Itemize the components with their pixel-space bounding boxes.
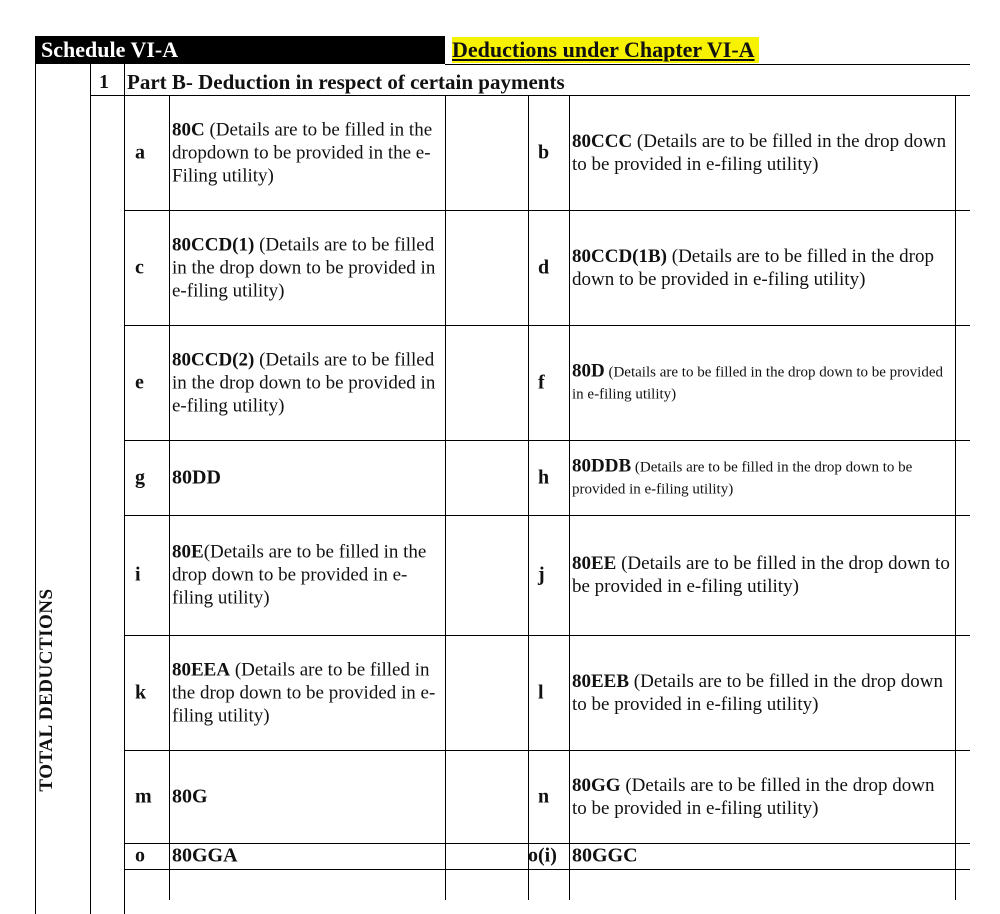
col-rule xyxy=(569,95,570,900)
deduction-section-80ee xyxy=(572,552,952,598)
deduction-section-80ddb xyxy=(572,455,952,500)
col-rule-1 xyxy=(90,64,91,914)
section-description: (Details are to be filled in the drop down to be provided in e-filing utility) xyxy=(572,553,950,597)
section-description: (Details are to be filled in the drop down to be provided in e-filing utility) xyxy=(572,245,934,290)
section-description: (Details are to be filled in the drop down to be provided in e-filing utility) xyxy=(172,349,436,416)
item-letter: c xyxy=(135,256,144,278)
deduction-section-80e xyxy=(172,541,444,610)
row-rule xyxy=(124,210,970,211)
deduction-section-80ggc xyxy=(572,845,952,868)
item-letter: o xyxy=(135,844,145,867)
section-code: 80DDB xyxy=(572,455,632,476)
part-number: 1 xyxy=(99,71,109,93)
section-code: 80CCD(1) xyxy=(172,234,255,255)
section-description: (Details are to be filled in the drop down to be provided in e-filing utility) xyxy=(172,541,427,609)
section-code: 80GGC xyxy=(572,844,638,867)
col-rule xyxy=(528,95,529,900)
item-letter: h xyxy=(538,466,550,488)
row-rule xyxy=(124,635,970,636)
section-code: 80GGA xyxy=(172,844,238,867)
section-code: 80EEA xyxy=(172,659,231,680)
section-code: 80DD xyxy=(172,466,221,488)
deduction-section-80dd xyxy=(172,466,444,489)
col-rule xyxy=(169,95,170,900)
section-description: (Details are to be filled in the drop down to be provided in e-filing utility) xyxy=(572,670,943,715)
row-rule xyxy=(124,440,970,441)
item-letter: a xyxy=(135,141,145,163)
section-code: 80E xyxy=(172,541,204,563)
section-code: 80EEB xyxy=(572,670,630,692)
deduction-section-80gga xyxy=(172,845,444,868)
deduction-section-80c xyxy=(172,118,444,187)
item-letter: m xyxy=(135,785,152,807)
section-code: 80CCD(1B) xyxy=(572,245,667,267)
schedule-page: Schedule VI-A Deductions under Chapter VI-A 1 Part B- Deduction in respect of certain payments TOTAL DEDUCTIONS a 80C (Details are to be filled in the dropdown to be provided in the e-Filing utility) b 80CCC (Details are to be filled in the drop down to be provided in e-filing utility) c 80CCD(1) (Details are to be filled in the drop down to be provided in e-filing utility) d 80CCD(1B) (Details are to be filled in the drop down to be provided in e-filing utility) e 80CCD(2) (Details are to be filled in the drop down to be provided in e-filing utility) f 80D (Details are to be filled in the drop down to be provided in e-filing utility) g 80DD h 80DDB (Details are to be filled in the drop down to be provided in e-filing utility) i 80E(Details are to be filled in the drop down to be provided in e-filing utility) j 80EE (Details are to be filled in the drop down to be provided in e-filing utility) k 80EEA (Details are to be filled in the drop down to be provided in e-filing utility) l 80EEB (Details are to be filled in the drop down to be provided in e-filing utility) m 80G n 80GG (Details are to be filled in the drop down to be provided in e-filing utility) o 80GGA o(i) 80GGC xyxy=(0,0,1000,900)
deduction-section-80eea xyxy=(172,658,444,727)
section-code: 80C xyxy=(172,119,205,140)
item-letter: g xyxy=(135,466,145,488)
row-rule xyxy=(124,325,970,326)
item-letter: f xyxy=(538,371,545,393)
schedule-title: Schedule VI-A xyxy=(41,37,179,62)
deduction-section-80g xyxy=(172,785,444,808)
section-description: (Details are to be filled in the drop down to be provided in e-filing utility) xyxy=(172,659,436,726)
section-code: 80EE xyxy=(572,553,617,574)
section-description: (Details are to be filled in the drop down to be provided in e-filing utility) xyxy=(572,459,913,497)
item-letter: b xyxy=(538,141,550,163)
col-rule xyxy=(124,95,125,900)
rule-under-header xyxy=(445,64,970,65)
deduction-section-80ccd1 xyxy=(172,233,444,302)
section-code: 80CCC xyxy=(572,130,633,152)
item-letter: d xyxy=(538,256,550,278)
section-code: 80GG xyxy=(572,774,621,796)
deduction-section-80d xyxy=(572,360,952,405)
section-description: (Details are to be filled in the drop down to be provided in e-filing utility) xyxy=(572,364,943,402)
section-code: 80G xyxy=(172,785,208,807)
row-rule xyxy=(124,515,970,516)
item-letter: i xyxy=(135,563,141,586)
item-letter: e xyxy=(135,371,144,393)
row-rule xyxy=(124,750,970,751)
row-rule xyxy=(124,869,970,870)
col-rule xyxy=(445,95,446,900)
col-rule xyxy=(955,95,956,900)
item-letter: l xyxy=(538,681,544,703)
item-letter: o(i) xyxy=(528,844,557,867)
section-description: (Details are to be filled in the drop down to be provided in e-filing utility) xyxy=(572,130,947,175)
item-letter: n xyxy=(538,785,550,807)
deduction-section-80gg xyxy=(572,774,952,820)
deduction-section-80eeb xyxy=(572,670,952,716)
part-title: Part B- Deduction in respect of certain payments xyxy=(127,70,565,94)
section-code: 80CCD(2) xyxy=(172,349,255,370)
item-letter: j xyxy=(538,563,545,586)
deduction-section-80ccd1b xyxy=(572,245,952,291)
section-description: (Details are to be filled in the dropdown to be provided in the e-Filing utility) xyxy=(172,119,433,186)
rule-under-part xyxy=(90,95,970,96)
section-description: (Details are to be filled in the drop down to be provided in e-filing utility) xyxy=(572,774,935,819)
section-code: 80D xyxy=(572,360,605,381)
section-description: (Details are to be filled in the drop down to be provided in e-filing utility) xyxy=(172,234,436,301)
item-letter: k xyxy=(135,681,147,703)
deduction-section-80ccc xyxy=(572,130,952,176)
deduction-section-80ccd2 xyxy=(172,348,444,417)
section-title: Deductions under Chapter VI-A xyxy=(452,37,759,63)
